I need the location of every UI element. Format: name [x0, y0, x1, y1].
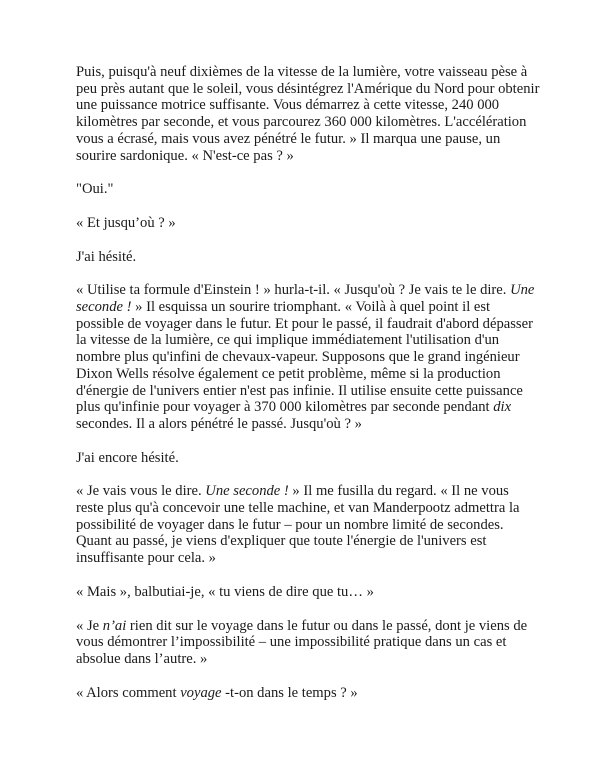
paragraph-6: J'ai encore hésité. [76, 449, 179, 466]
paragraph-2: "Oui." [76, 181, 114, 198]
paragraph-9: « Je n’ai rien dit sur le voyage dans le futur ou dans le passé, dont je viens de vous démontrer l’impossibilité – une impossibilité pratique dans un cas et absolue dans l’autre. » [76, 617, 528, 667]
paragraph-7: « Je vais vous le dire. Une seconde ! » Il me fusilla du regard. « Il ne vous reste plus qu'à concevoir une telle machine, et van Manderpootz admettra la possibilité de voyager dans le futur – pour un nombre limité de secondes. Quant au passé, je viens d'expliquer que toute l'énergie de l'univers est insuffisante pour cela. » [76, 483, 520, 567]
paragraph-3: « Et jusqu’où ? » [76, 214, 176, 231]
paragraph-10: « Alors comment voyage -t-on dans le temps ? » [76, 684, 358, 701]
paragraph-8: « Mais », balbutiai-je, « tu viens de dire que tu… » [76, 583, 374, 600]
paragraph-1: Puis, puisqu'à neuf dixièmes de la vitesse de la lumière, votre vaisseau pèse à peu près autant que le soleil, vous désintégrez l'Amérique du Nord pour obtenir une puissance motrice suffisante. Vous démarrez à cette vitesse, 240 000 kilomètres par seconde, et vous parcourez 360 000 kilomètres. L'accélération vous a écrasé, mais vous avez pénétré le futur. » Il marqua une pause, un sourire sardonique. « N'est-ce pas ? » [76, 64, 540, 164]
paragraph-4: J'ai hésité. [76, 248, 137, 265]
paragraph-5: « Utilise ta formule d'Einstein ! » hurla-t-il. « Jusqu'où ? Je vais te le dire. Une seconde ! » Il esquissa un sourire triomphant. « Voilà à quel point il est possible de voyager dans le futur. Et pour le passé, il faudrait d'abord dépasser la vitesse de la lumière, ce qui implique immédiatement l'utilisation d'un nombre plus qu'infini de chevaux-vapeur. Supposons que le grand ingénieur Dixon Wells résolve également ce petit problème, même si la production d'énergie de l'univers entier n'est pas infinie. Il utilise ensuite cette puissance plus qu'infinie pour voyager à 370 000 kilomètres par seconde pendant dix secondes. Il a alors pénétré le passé. Jusqu'où ? » [76, 282, 535, 432]
